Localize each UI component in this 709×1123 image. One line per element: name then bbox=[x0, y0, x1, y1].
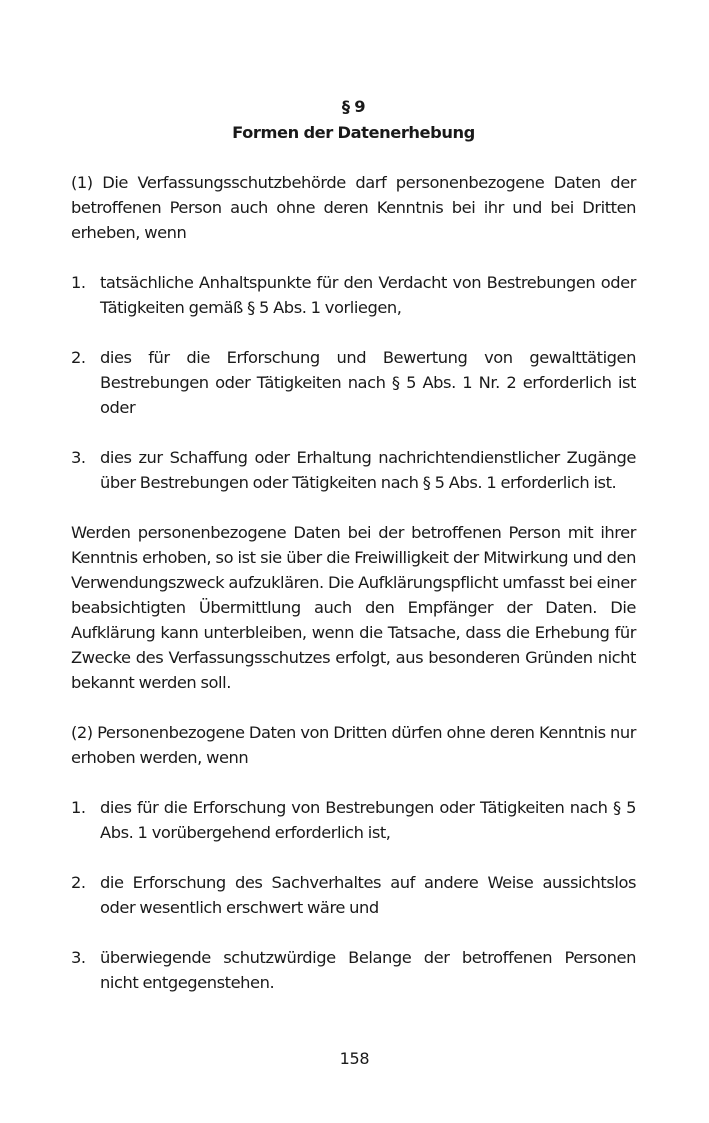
paragraph-2-list bbox=[71, 795, 636, 995]
list-item-text: die Erforschung des Sachverhaltes auf andere Weise aussichtslos oder wesentlich erschwert wäre und bbox=[100, 873, 636, 917]
list-item-number: 3. bbox=[71, 448, 86, 467]
list-item-text: tatsächliche Anhaltspunkte für den Verdacht von Bestrebungen oder Tätigkeiten gemäß § 5 Abs. 1 vorliegen, bbox=[100, 273, 636, 317]
list-item-text: dies für die Erforschung und Bewertung von gewalttätigen Bestrebungen oder Tätigkeiten nach § 5 Abs. 1 Nr. 2 erforderlich ist oder bbox=[100, 348, 636, 417]
page-number: 158 bbox=[339, 1049, 370, 1068]
list-item-number: 1. bbox=[71, 273, 86, 292]
paragraph-1-list bbox=[71, 270, 636, 495]
list-item-text: dies zur Schaffung oder Erhaltung nachrichtendienstlicher Zugänge über Bestrebungen oder Tätigkeiten nach § 5 Abs. 1 erforderlich ist. bbox=[100, 448, 636, 492]
paragraph-1-intro: (1) Die Verfassungsschutzbehörde darf personenbezogene Daten der betroffenen Person auch ohne deren Kenntnis bei ihr und bei Dritten erheben, wenn bbox=[71, 173, 636, 242]
list-item bbox=[71, 870, 636, 920]
section-number: § 9 bbox=[341, 97, 366, 116]
list-item-number: 2. bbox=[71, 873, 86, 892]
list-item-text: dies für die Erforschung von Bestrebungen oder Tätigkeiten nach § 5 Abs. 1 vorübergehend erforderlich ist, bbox=[100, 798, 636, 842]
document-page bbox=[71, 94, 636, 1020]
section-title: Formen der Datenerhebung bbox=[232, 123, 475, 142]
list-item-text: überwiegende schutzwürdige Belange der betroffenen Personen nicht entgegenstehen. bbox=[100, 948, 636, 992]
list-item-number: 2. bbox=[71, 348, 86, 367]
list-item bbox=[71, 345, 636, 420]
list-item bbox=[71, 945, 636, 995]
list-item bbox=[71, 795, 636, 845]
list-item-number: 1. bbox=[71, 798, 86, 817]
paragraph-1-closing: Werden personenbezogene Daten bei der betroffenen Person mit ihrer Kenntnis erhoben, so ist sie über die Freiwilligkeit der Mitwirkung und den Verwendungszweck aufzuklären. Die Aufklärungspflicht umfasst bei einer beabsichtigten Übermittlung auch den Empfänger der Daten. Die Aufklärung kann unterbleiben, wenn die Tatsache, dass die Erhebung für Zwecke des Verfassungsschutzes erfolgt, aus besonderen Gründen nicht bekannt werden soll. bbox=[71, 523, 636, 692]
paragraph-2-intro: (2) Personenbezogene Daten von Dritten dürfen ohne deren Kenntnis nur erhoben werden, wenn bbox=[71, 723, 636, 767]
list-item bbox=[71, 445, 636, 495]
list-item bbox=[71, 270, 636, 320]
section-heading bbox=[71, 94, 636, 146]
list-item-number: 3. bbox=[71, 948, 86, 967]
